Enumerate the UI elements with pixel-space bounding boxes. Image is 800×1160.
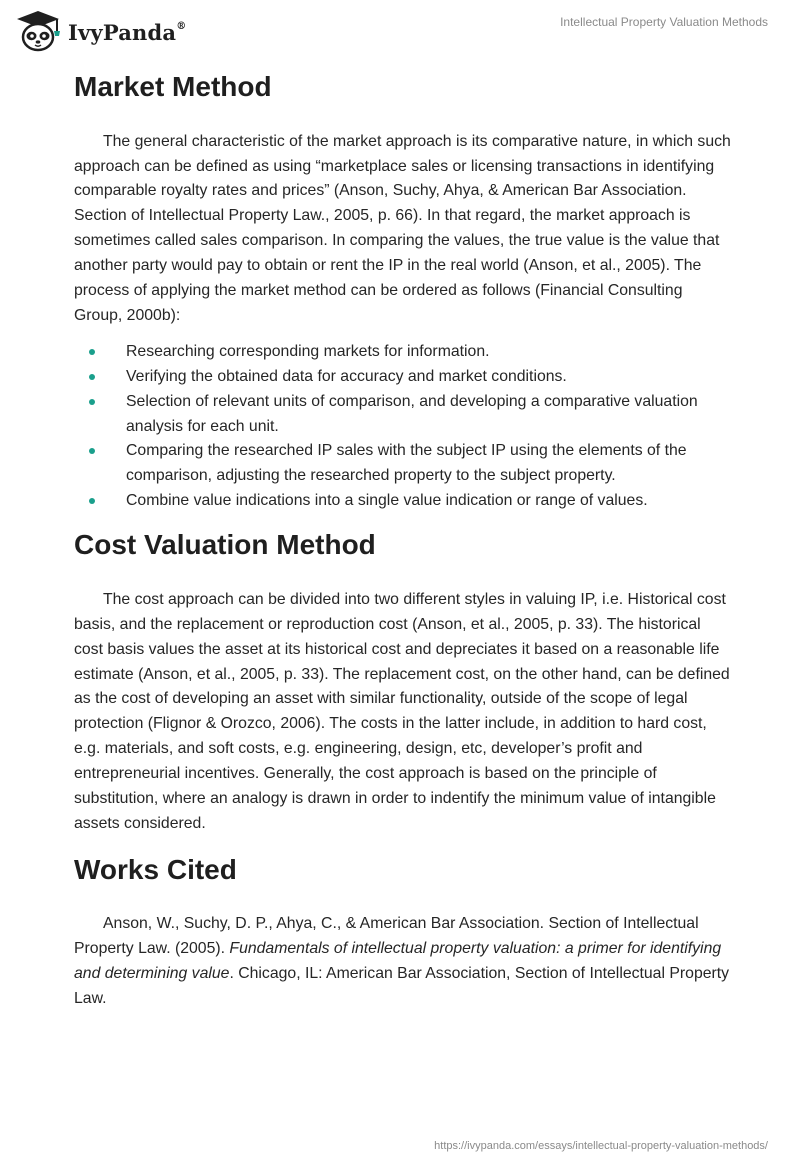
heading-market-method: Market Method [74, 71, 272, 102]
bullet-icon [89, 498, 95, 504]
footer-url[interactable]: https://ivypanda.com/essays/intellectual-property-valuation-methods/ [434, 1140, 768, 1152]
document-title: Intellectual Property Valuation Methods [560, 15, 768, 29]
essay-content [74, 70, 734, 1012]
list-item: Researching corresponding markets for information. [74, 340, 734, 365]
bullet-icon [89, 399, 95, 405]
page-header [0, 0, 800, 64]
citation-entry: Anson, W., Suchy, D. P., Ahya, C., & American Bar Association. Section of Intellectual Property Law. (2005). Fundamentals of intellectual property valuation: a primer for identifying and determining value. Chicago, IL: American Bar Association, Section of Intellectual Property Law. [74, 915, 730, 1008]
heading-works-cited: Works Cited [74, 853, 237, 885]
ivypanda-logo[interactable] [14, 9, 186, 53]
brand-name: IvyPanda® [68, 19, 187, 45]
panda-icon [14, 9, 62, 53]
list-item: Verifying the obtained data for accuracy and market conditions. [74, 365, 734, 390]
bullet-icon [89, 374, 95, 380]
heading-cost-valuation-method: Cost Valuation Method [74, 529, 376, 561]
bullet-icon [89, 448, 95, 454]
bullet-icon [89, 349, 95, 355]
list-item: Comparing the researched IP sales with the subject IP using the elements of the comparison, adjusting the researched property to the subject property. [74, 439, 734, 489]
paragraph-market-method: The general characteristic of the market approach is its comparative nature, in which such approach can be defined as using “marketplace sales or licensing transactions in identifying comparable royalty rates and prices” (Anson, Suchy, Ahya, & American Bar Association. Section of Intellectual Property Law., 2005, p. 66). In that regard, the market approach is sometimes called sales comparison. In comparing the values, the true value is the value that another party would pay to obtain or rent the IP in the real world (Anson, et al., 2005). The process of applying the market method can be ordered as follows (Financial Consulting Group, 2000b): [74, 132, 731, 324]
paragraph-cost-valuation-method: The cost approach can be divided into two different styles in valuing IP, i.e. Historical cost basis, and the replacement or reproduction cost (Anson, et al., 2005, p. 33). The historical cost basis values the asset at its historical cost and depreciates it based on a reasonable life estimate (Anson, et al., 2005, p. 33). The replacement cost, on the other hand, can be defined as the cost of developing an asset with similar functionality, outside of the scope of legal protection (Flignor & Orozco, 2006). The costs in the latter include, in addition to hard cost, e.g. materials, and soft costs, e.g. engineering, design, etc, developer’s profit and entrepreneurial incentives. Generally, the cost approach is based on the principle of substitution, where an analogy is drawn in order to indentify the minimum value of intangible assets considered. [74, 590, 730, 832]
list-item: Combine value indications into a single value indication or range of values. [74, 489, 734, 514]
list-item: Selection of relevant units of comparison, and developing a comparative valuation analysis for each unit. [74, 390, 734, 440]
market-process-list [74, 340, 734, 514]
